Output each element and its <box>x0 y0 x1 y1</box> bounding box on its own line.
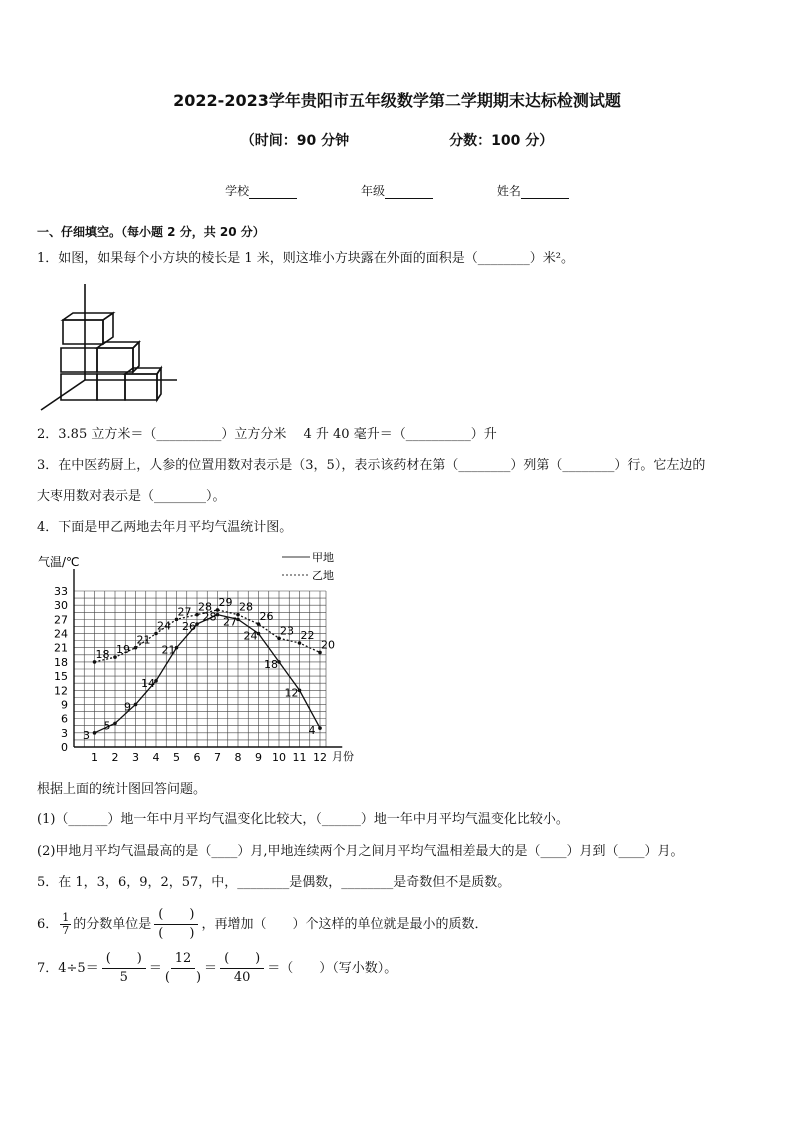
q6-mid: 的分数单位是 <box>73 917 152 932</box>
series-2-label: 22 <box>300 629 315 642</box>
series-2-label: 18 <box>95 647 110 661</box>
q6-blank-num: ( ) <box>154 906 198 925</box>
question-7 <box>37 950 397 987</box>
q7-fraction-3[interactable] <box>220 950 264 987</box>
temperature-line-chart <box>36 547 366 767</box>
q7-fraction-1[interactable] <box>102 950 146 987</box>
series-2-label: 29 <box>218 595 233 609</box>
x-tick-label: 6 <box>193 751 201 764</box>
series-1-label: 24 <box>243 629 258 643</box>
legend-series-2: 乙地 <box>312 569 334 582</box>
series-2-label: 19 <box>116 643 130 657</box>
question-2: 2．3.85 立方米＝（__________）立方分米 4 升 40 毫升＝（__________）升 <box>37 427 497 442</box>
x-tick-label: 3 <box>132 751 139 764</box>
x-tick-label: 5 <box>173 751 180 764</box>
school-blank[interactable] <box>249 186 297 199</box>
y-tick-label: 9 <box>61 698 68 712</box>
series-1-label: 28 <box>202 610 217 624</box>
question-4-prompt: 根据上面的统计图回答问题。 <box>37 782 207 797</box>
series-2-label: 27 <box>177 605 192 619</box>
question-3-cont: 大枣用数对表示是（________）。 <box>37 489 226 504</box>
series-2-label: 28 <box>239 600 253 614</box>
time-limit: （时间：90 分钟 <box>240 133 350 149</box>
q7-fraction-2[interactable] <box>165 950 201 987</box>
chart-legend <box>282 550 334 582</box>
q7-eq-2: ＝ <box>204 961 218 976</box>
y-axis-label: 气温/℃ <box>38 555 80 569</box>
x-tick-label: 11 <box>292 751 307 764</box>
q6-den: 7 <box>62 924 70 937</box>
student-info <box>0 182 794 199</box>
y-tick-label: 6 <box>61 712 68 726</box>
series-1-label: 12 <box>284 686 299 700</box>
x-tick-label: 12 <box>313 751 327 764</box>
y-tick-label: 27 <box>54 613 68 627</box>
name-blank[interactable] <box>521 186 569 199</box>
series-1-label: 14 <box>141 676 155 690</box>
series-1-label: 27 <box>223 615 237 629</box>
q6-num: 1 <box>62 911 70 924</box>
question-4-part-2: (2)甲地月平均气温最高的是（____）月,甲地连续两个月之间月平均气温相差最大的是（____）月到（____）月。 <box>37 844 684 859</box>
y-tick-label: 15 <box>54 670 68 684</box>
q6-suffix: ，再增加（ ）个这样的单位就是最小的质数． <box>201 917 488 932</box>
series-1-point <box>318 726 322 730</box>
q6-unit-fraction[interactable] <box>154 906 198 943</box>
series-2-label: 20 <box>321 638 335 652</box>
q6-prefix: 6． <box>37 917 59 932</box>
q7-f1-num: ( ) <box>102 950 146 969</box>
series-1-label: 4 <box>308 724 316 738</box>
q7-f1-den: 5 <box>119 970 128 985</box>
grade-blank[interactable] <box>385 186 433 199</box>
x-tick-label: 1 <box>91 751 98 764</box>
series-1-point <box>134 703 138 707</box>
series-2-label: 23 <box>280 624 294 638</box>
question-3: 3．在中医药厨上，人参的位置用数对表示是（3，5），表示该药材在第（________）列第（________）行。它左边的 <box>37 458 706 473</box>
grade-label: 年级 <box>360 184 385 198</box>
series-2-label: 21 <box>136 633 151 647</box>
cube-stack-figure <box>37 282 187 417</box>
x-tick-label: 4 <box>152 751 160 764</box>
x-tick-label: 9 <box>255 751 262 764</box>
name-label: 姓名 <box>496 184 521 198</box>
y-tick-label: 24 <box>54 627 68 641</box>
x-tick-label: 8 <box>234 751 242 764</box>
y-tick-label: 30 <box>54 599 68 613</box>
q7-f3-den: 40 <box>233 970 251 985</box>
y-tick-label: 21 <box>54 641 68 655</box>
y-tick-label: 18 <box>54 655 68 669</box>
series-1-label: 3 <box>83 728 90 742</box>
question-6 <box>37 906 487 943</box>
total-score: 分数：100 分） <box>449 133 554 149</box>
series-2-label: 24 <box>157 619 171 633</box>
y-tick-label: 33 <box>54 585 68 598</box>
q7-f2-den: ( ) <box>164 970 202 985</box>
school-label: 学校 <box>225 184 250 198</box>
series-1-label: 18 <box>264 657 278 671</box>
series-1-point <box>113 722 117 726</box>
question-5: 5．在 1，3，6，9，2，57，中，________是偶数，________是奇数但不是质数。 <box>37 875 511 890</box>
series-1-label: 21 <box>161 643 176 657</box>
series-1-label: 9 <box>124 700 131 714</box>
q7-f2-num: 12 <box>171 950 196 969</box>
series-2-label: 26 <box>259 610 274 624</box>
question-4-part-1: (1)（______）地一年中月平均气温变化比较大，（______）地一年中月平均气温变化比较小。 <box>37 812 569 827</box>
series-1-label: 26 <box>182 620 196 634</box>
question-1: 1．如图，如果每个小方块的棱长是 1 米，则这堆小方块露在外面的面积是（________）米²。 <box>37 251 575 266</box>
q7-f3-num: ( ) <box>220 950 264 969</box>
legend-series-1: 甲地 <box>312 551 334 564</box>
question-4: 4．下面是甲乙两地去年月平均气温统计图。 <box>37 520 293 535</box>
x-tick-label: 10 <box>272 751 286 764</box>
exam-meta <box>0 130 794 150</box>
x-axis-label: 月份 <box>332 750 354 763</box>
page-title: 2022-2023学年贵阳市五年级数学第二学期期末达标检测试题 <box>173 91 621 110</box>
q7-suffix: ＝（ ）（写小数）。 <box>267 961 398 976</box>
y-tick-label: 12 <box>54 684 68 698</box>
x-tick-label: 7 <box>214 751 221 764</box>
q7-prefix: 7．4÷5＝ <box>37 961 99 976</box>
series-1-point <box>93 731 97 735</box>
section-heading: 一、仔细填空。（每小题 2 分，共 20 分） <box>37 225 265 239</box>
series-2-label: 28 <box>198 600 212 614</box>
fraction-one-seventh <box>60 912 71 937</box>
y-tick-label: 3 <box>61 726 68 740</box>
y-tick-label: 0 <box>61 741 68 754</box>
x-tick-label: 2 <box>111 751 119 764</box>
series-1-label: 5 <box>103 719 111 733</box>
q7-eq-1: ＝ <box>148 961 162 976</box>
q6-blank-den: ( ) <box>158 926 195 941</box>
